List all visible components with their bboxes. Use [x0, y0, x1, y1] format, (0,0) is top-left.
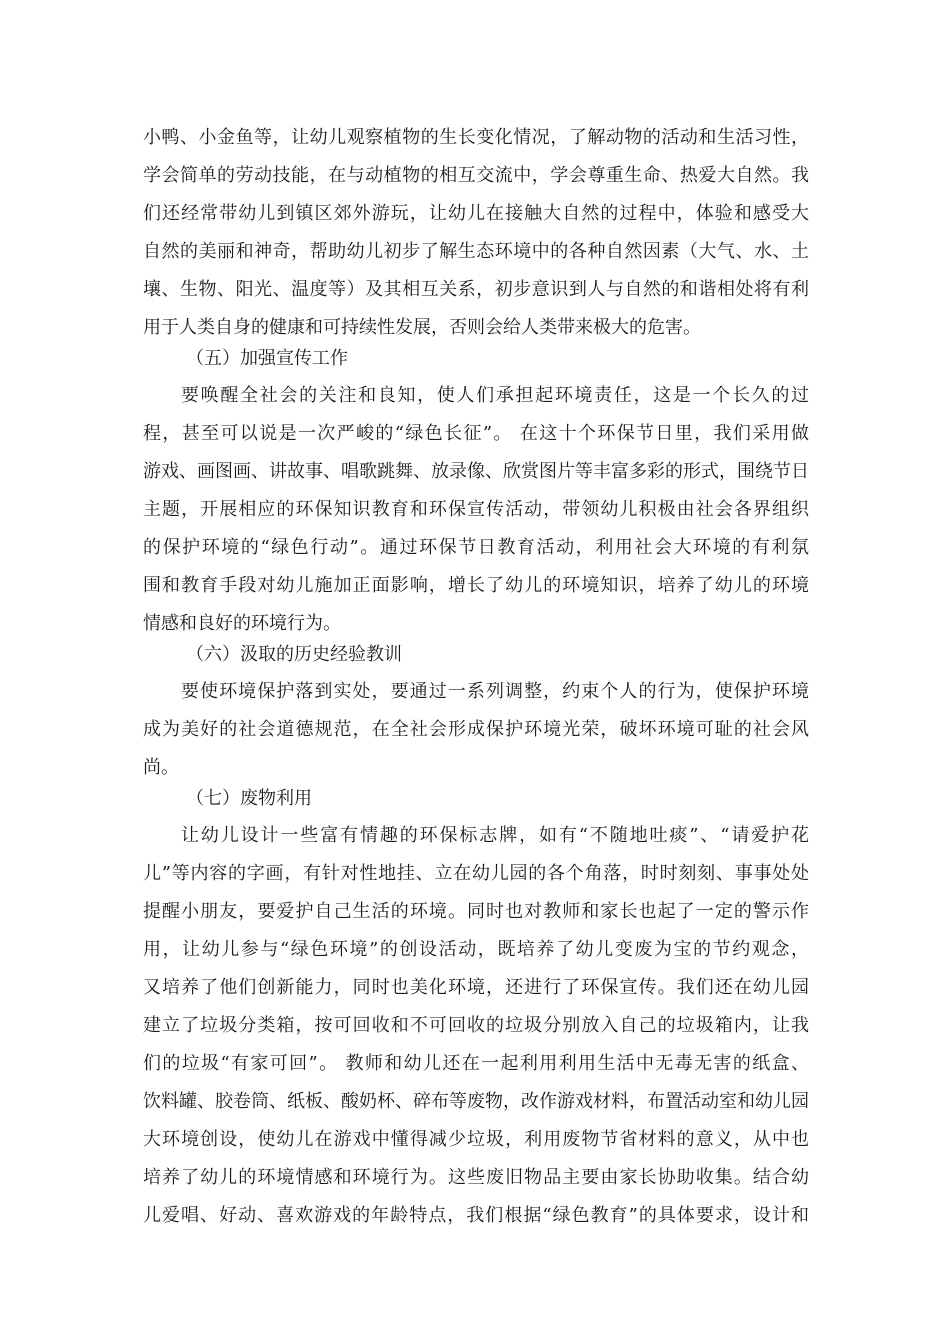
paragraph-line: 自然的美丽和神奇，帮助幼儿初步了解生态环境中的各种自然因素（大气、水、土 [143, 241, 809, 262]
paragraph-line: 们还经常带幼儿到镇区郊外游玩，让幼儿在接触大自然的过程中，体验和感受大 [143, 203, 809, 224]
paragraph-line: 尚。 [143, 757, 179, 778]
paragraph-line: 让幼儿设计一些富有情趣的环保标志牌，如有“不随地吐痰”、“请爱护花 [181, 825, 809, 846]
paragraph-line: 情感和良好的环境行为。 [143, 613, 341, 634]
paragraph-line: 围和教育手段对幼儿施加正面影响，增长了幼儿的环境知识，培养了幼儿的环境 [143, 575, 809, 596]
paragraph-line: 要使环境保护落到实处，要通过一系列调整，约束个人的行为，使保护环境 [181, 681, 809, 702]
section-heading: （五）加强宣传工作 [186, 348, 348, 369]
paragraph-line: 又培养了他们创新能力，同时也美化环境，还进行了环保宣传。我们还在幼儿园 [143, 977, 809, 998]
paragraph-line: 程，甚至可以说是一次严峻的“绿色长征”。 在这十个环保节日里，我们采用做 [143, 423, 809, 444]
paragraph-line: 们的垃圾“有家可回”。 教师和幼儿还在一起利用利用生活中无毒无害的纸盒、 [143, 1053, 809, 1074]
paragraph-line: 壤、生物、阳光、温度等）及其相互关系，初步意识到人与自然的和谐相处将有利 [143, 279, 809, 300]
paragraph-line: 主题，开展相应的环保知识教育和环保宣传活动，带领幼儿积极由社会各界组织 [143, 499, 809, 520]
paragraph-line: 的保护环境的“绿色行动”。通过环保节日教育活动，利用社会大环境的有利氛 [143, 537, 809, 558]
paragraph-line: 用，让幼儿参与“绿色环境”的创设活动，既培养了幼儿变废为宝的节约观念， [143, 939, 809, 960]
paragraph-line: 饮料罐、胶卷筒、纸板、酸奶杯、碎布等废物，改作游戏材料，布置活动室和幼儿园 [143, 1091, 809, 1112]
paragraph-line: 小鸭、小金鱼等，让幼儿观察植物的生长变化情况，了解动物的活动和生活习性， [143, 127, 809, 148]
paragraph-line: 儿”等内容的字画，有针对性地挂、立在幼儿园的各个角落，时时刻刻、事事处处 [143, 863, 809, 884]
paragraph-line: 培养了幼儿的环境情感和环境行为。这些废旧物品主要由家长协助收集。结合幼 [143, 1167, 809, 1188]
paragraph-line: 游戏、画图画、讲故事、唱歌跳舞、放录像、欣赏图片等丰富多彩的形式，围绕节日 [143, 461, 809, 482]
section-heading: （七）废物利用 [186, 788, 312, 809]
paragraph-line: 成为美好的社会道德规范，在全社会形成保护环境光荣，破坏环境可耻的社会风 [143, 719, 809, 740]
paragraph-line: 用于人类自身的健康和可持续性发展，否则会给人类带来极大的危害。 [143, 317, 701, 338]
paragraph-line: 要唤醒全社会的关注和良知，使人们承担起环境责任，这是一个长久的过 [181, 385, 809, 406]
paragraph-line: 建立了垃圾分类箱，按可回收和不可回收的垃圾分别放入自己的垃圾箱内，让我 [143, 1015, 809, 1036]
paragraph-line: 大环境创设，使幼儿在游戏中懂得减少垃圾，利用废物节省材料的意义，从中也 [143, 1129, 809, 1150]
paragraph-line: 提醒小朋友，要爱护自己生活的环境。同时也对教师和家长也起了一定的警示作 [143, 901, 809, 922]
paragraph-line: 学会简单的劳动技能，在与动植物的相互交流中，学会尊重生命、热爱大自然。我 [143, 165, 809, 186]
section-heading: （六）汲取的历史经验教训 [186, 644, 402, 665]
paragraph-line: 儿爱唱、好动、喜欢游戏的年龄特点，我们根据“绿色教育”的具体要求，设计和 [143, 1205, 809, 1226]
